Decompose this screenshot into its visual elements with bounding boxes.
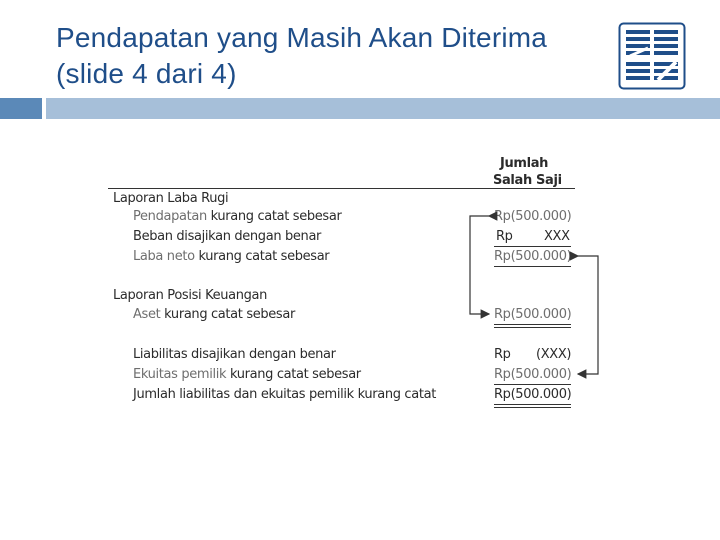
slide-title-line1: Pendapatan yang Masih Akan Diterima [56, 22, 548, 53]
table-row-label: Aset kurang catat sebesar [133, 307, 295, 322]
table-row-label: Beban disajikan dengan benar [133, 229, 322, 244]
arrow-netincome-to-equity [578, 256, 598, 374]
table-row-amount: Rp(500.000) [494, 367, 572, 382]
table-row-label: Pendapatan kurang catat sebesar [133, 209, 342, 224]
section-heading-income-statement: Laporan Laba Rugi [113, 191, 229, 206]
section-heading-balance-sheet: Laporan Posisi Keuangan [113, 288, 268, 303]
slide-title-line2: (slide 4 dari 4) [56, 58, 237, 89]
column-header-line1: Jumlah [500, 156, 549, 171]
table-row-label: Jumlah liabilitas dan ekuitas pemilik kurang catat [133, 387, 436, 402]
arrow-revenue-to-assets [470, 216, 489, 314]
table-row-amount-value: (XXX) [536, 347, 572, 362]
table-row-amount: Rp(500.000) [494, 307, 572, 322]
table-row-amount-value: XXX [544, 229, 570, 244]
table-row-amount-prefix: Rp [494, 347, 511, 362]
table-row-amount-prefix: Rp [496, 229, 513, 244]
table-row-amount: Rp(500.000) [494, 209, 572, 224]
table-row-label: Ekuitas pemilik kurang catat sebesar [133, 367, 361, 382]
table-row-label: Laba neto kurang catat sebesar [133, 249, 330, 264]
table-row-amount: Rp(500.000) [494, 249, 572, 264]
table-row-label: Liabilitas disajikan dengan benar [133, 347, 336, 362]
table-row-amount: Rp(500.000) [494, 387, 572, 402]
column-header-line2: Salah Saji [493, 173, 562, 188]
